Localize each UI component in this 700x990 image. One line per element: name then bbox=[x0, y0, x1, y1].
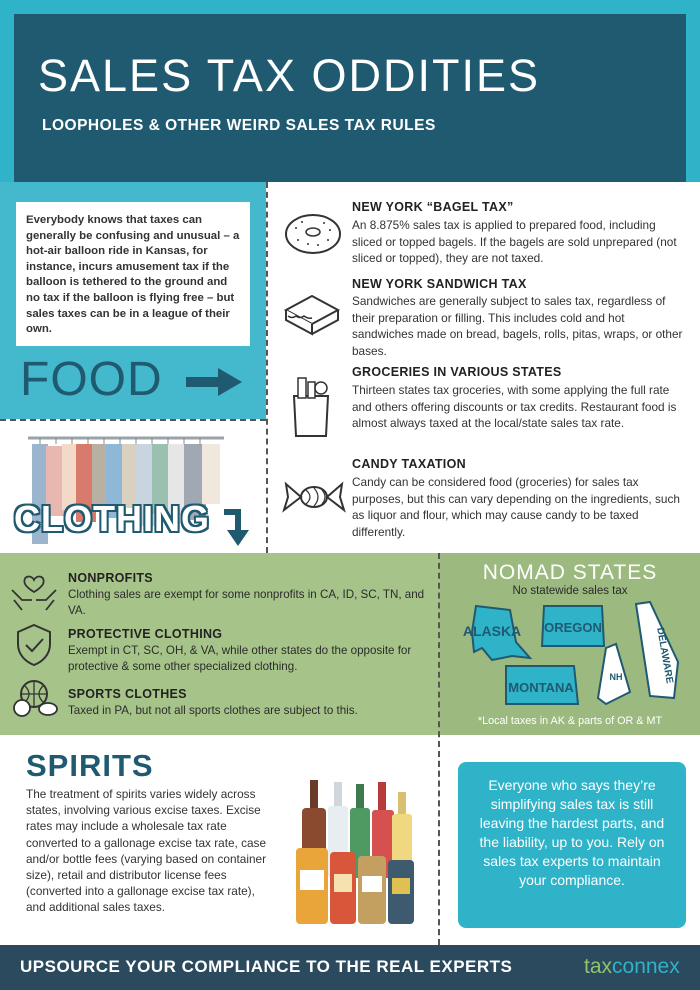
protective-clothing-body: Exempt in CT, SC, OH, & VA, while other states do the opposite for protective & some other specialized clothing. bbox=[68, 644, 412, 674]
state-nh: NH bbox=[609, 672, 623, 682]
food-label: FOOD bbox=[20, 353, 163, 406]
bagel-tax-body: An 8.875% sales tax is applied to prepared food, including sliced or topped bagels. If the bagels are sold unprepared (not sliced or topped), they are not taxed. bbox=[352, 218, 677, 265]
state-montana: MONTANA bbox=[508, 680, 574, 695]
nomad-states-title: NOMAD STATES bbox=[482, 561, 658, 584]
donation-hands-icon bbox=[10, 572, 58, 612]
grocery-bag-icon bbox=[288, 374, 334, 438]
page-title: SALES TAX ODDITIES bbox=[38, 50, 540, 101]
horizontal-divider bbox=[0, 419, 266, 421]
candy-body: Candy can be considered food (groceries) for sales tax purposes, but this can vary depending on the ingredients, such as liquor and flour, which may cause candy to be taxed differently. bbox=[352, 475, 680, 539]
footer-cta[interactable]: UPSOURCE YOUR COMPLIANCE TO THE REAL EXPERTS bbox=[20, 957, 513, 976]
spirits-body: The treatment of spirits varies widely across states, involving various excise taxes. Excise rates may include a wholesale tax rate converted to a gallonage excise tax rate, case and/or bottle fees (varying based on container size), retail and distributor license fees (converted into a gallonage excise tax rate), and additional sales taxes. bbox=[26, 787, 267, 915]
bagel-tax-title: NEW YORK “BAGEL TAX” bbox=[352, 200, 514, 214]
sports-balls-icon bbox=[12, 678, 58, 718]
nomad-states-note: *Local taxes in AK & parts of OR & MT bbox=[477, 715, 663, 727]
bagel-icon bbox=[284, 212, 342, 256]
logo-part-tax: tax bbox=[584, 955, 613, 978]
vertical-divider bbox=[266, 182, 268, 553]
nonprofits-title: NONPROFITS bbox=[68, 571, 153, 585]
sandwich-icon bbox=[282, 292, 342, 338]
sports-clothes-title: SPORTS CLOTHES bbox=[68, 687, 187, 701]
sandwich-tax-title: NEW YORK SANDWICH TAX bbox=[352, 277, 527, 291]
nomad-states-subtitle: No statewide sales tax bbox=[512, 585, 628, 597]
state-alaska: ALASKA bbox=[462, 623, 522, 639]
nomad-states-map bbox=[446, 600, 696, 712]
nonprofits-body: Clothing sales are exempt for some nonprofits in CA, ID, SC, TN, and VA. bbox=[68, 588, 425, 618]
logo-part-connex: connex bbox=[612, 955, 680, 978]
shield-check-icon bbox=[14, 622, 54, 668]
sports-clothes-body: Taxed in PA, but not all sports clothes are subject to this. bbox=[68, 704, 358, 717]
candy-title: CANDY TAXATION bbox=[352, 457, 466, 471]
state-oregon: OREGON bbox=[544, 620, 602, 635]
sandwich-tax-body: Sandwiches are generally subject to sales tax, regardless of their preparation or filling. This includes cold and hot sandwiches made on bread, bagels, rolls, pitas, wraps, or other bases. bbox=[352, 294, 683, 358]
candy-icon bbox=[282, 476, 346, 518]
compliance-callout: Everyone who says they’re simplifying sales tax is still leaving the hardest parts, and the liability, up to you. Rely on sales tax experts to maintain your compliance. bbox=[458, 762, 686, 928]
intro-text: Everybody knows that taxes can generally be confusing and unusual – a hot-air balloon ride in Kansas, for instance, incurs amusement tax if the balloon is tethered to the ground and no tax if the balloon is flying free – but sales taxes can be in a league of their own. bbox=[16, 202, 250, 346]
groceries-title: GROCERIES IN VARIOUS STATES bbox=[352, 365, 562, 379]
state-delaware: DELAWARE bbox=[654, 626, 675, 685]
groceries-body: Thirteen states tax groceries, with some applying the full rate and others offering discounts or tax credits. Restaurant food is almost always taxed at the local/state sales tax rate. bbox=[352, 383, 677, 430]
liquor-bottles-illustration bbox=[292, 778, 416, 926]
protective-clothing-title: PROTECTIVE CLOTHING bbox=[68, 627, 223, 641]
right-arrow-icon bbox=[186, 368, 242, 396]
vertical-divider-overlay bbox=[438, 553, 440, 945]
taxconnex-logo[interactable] bbox=[584, 955, 680, 979]
clothing-label: CLOTHING bbox=[14, 498, 210, 539]
spirits-title: SPIRITS bbox=[26, 748, 154, 783]
down-arrow-icon bbox=[222, 508, 252, 548]
page-subtitle: LOOPHOLES & OTHER WEIRD SALES TAX RULES bbox=[42, 117, 436, 134]
